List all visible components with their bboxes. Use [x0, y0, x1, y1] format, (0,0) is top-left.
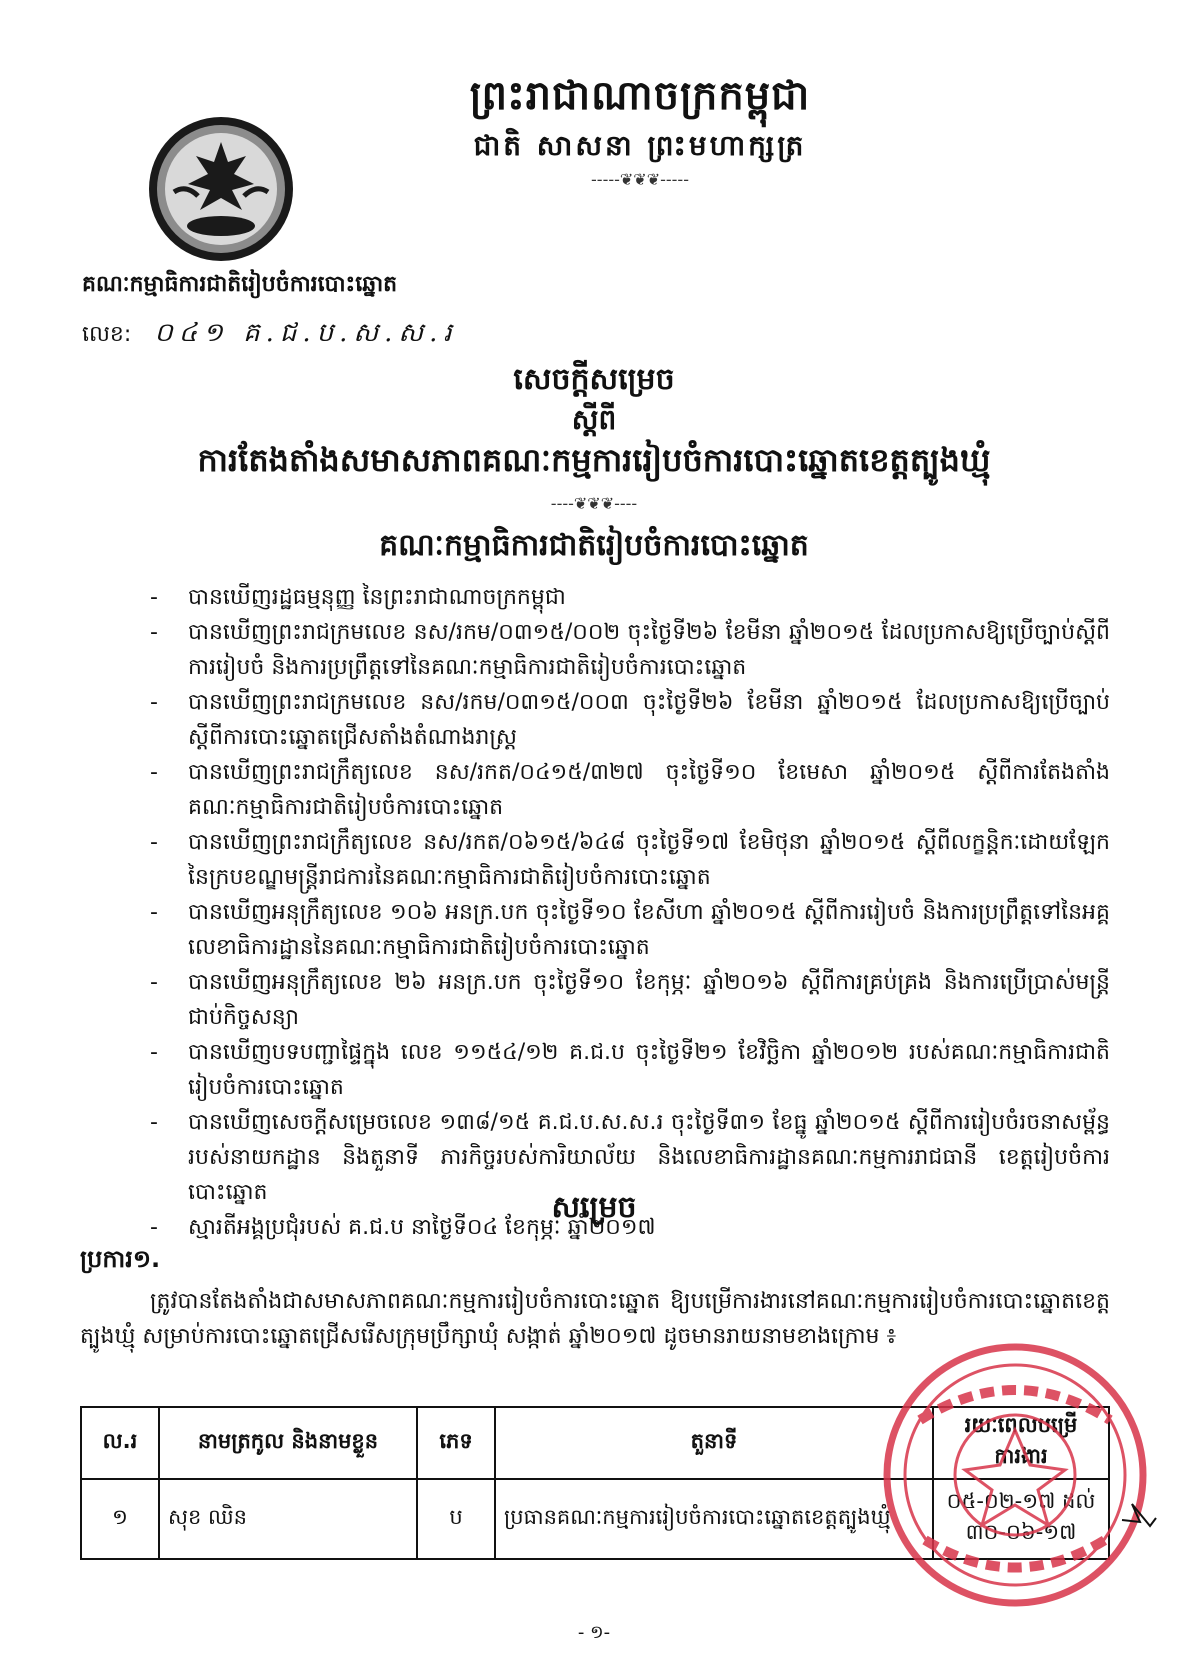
col-role: តួនាទី — [495, 1407, 933, 1479]
col-name: នាមត្រកូល និងនាមខ្លួន — [159, 1407, 417, 1479]
decision-about: ស្ដីពី — [571, 403, 617, 436]
issuer-name: គណៈកម្មាធិការជាតិរៀបចំការបោះឆ្នោត — [82, 272, 398, 297]
cell-name: សុខ ឈិន — [159, 1479, 417, 1559]
recital-item: - បានឃើញព្រះរាជក្រមលេខ នស/រកម/០៣១៥/០០២ ចុះថ្ងៃទី២៦ ខែមីនា ឆ្នាំ២០១៥ ដែលប្រកាសឱ្យប្រើច្បាប់ស្ដីពីការរៀបចំ និងការប្រព្រឹត្តទៅនៃគណៈកម្មាធិការជាតិរៀបចំការបោះឆ្នោត — [150, 615, 1110, 685]
recitals-list — [150, 580, 1110, 1245]
cell-sex: ប — [417, 1479, 495, 1559]
col-sex: ភេទ — [417, 1407, 495, 1479]
col-no: ល.រ — [81, 1407, 159, 1479]
recital-item: - បានឃើញព្រះរាជក្រឹត្យលេខ នស/រកត/០៦១៥/៦៤៨ ចុះថ្ងៃទី១៧ ខែមិថុនា ឆ្នាំ២០១៥ ស្ដីពីលក្ខន្តិកៈដោយឡែកនៃក្របខណ្ឌមន្ត្រីរាជការនៃគណៈកម្មាធិការជាតិរៀបចំការបោះឆ្នោត — [150, 825, 1110, 895]
recital-item: - បានឃើញអនុក្រឹត្យលេខ ១០៦ អនក្រ.បក ចុះថ្ងៃទី១០ ខែសីហា ឆ្នាំ២០១៥ ស្ដីពីការរៀបចំ និងការប្រព្រឹត្តទៅនៃអគ្គលេខាធិការដ្ឋាននៃគណៈកម្មាធិការជាតិរៀបចំការបោះឆ្នោត — [150, 895, 1110, 965]
recital-item: - បានឃើញរដ្ឋធម្មនុញ្ញ នៃព្រះរាជាណាចក្រកម្ពុជា — [150, 580, 1110, 615]
recital-item: - បានឃើញអនុក្រឹត្យលេខ ២៦ អនក្រ.បក ចុះថ្ងៃទី១០ ខែកុម្ភៈ ឆ្នាំ២០១៦ ស្ដីពីការគ្រប់គ្រង និងការប្រើប្រាស់មន្ត្រីជាប់កិច្ចសន្យា — [150, 965, 1110, 1035]
reference-number-label: លេខ: — [82, 322, 132, 347]
nec-emblem-icon — [146, 114, 296, 264]
col-period: រយៈពេលបម្រើការងារ — [933, 1407, 1109, 1479]
cell-no: ១ — [81, 1479, 159, 1559]
ornament-divider: -----❦❦❦----- — [591, 170, 689, 189]
national-motto: ជាតិ សាសនា ព្រះមហាក្សត្រ — [473, 129, 807, 162]
kingdom-heading: ព្រះរាជាណាចក្រកម្ពុជា — [469, 73, 811, 119]
ruling-heading: សម្រេច — [551, 1190, 637, 1225]
decision-authority: គណៈកម្មាធិការជាតិរៀបចំការបោះឆ្នោត — [379, 528, 809, 563]
cell-period: ០៥-០២-១៧ ដល់ ៣០-០៦-១៧ — [933, 1479, 1109, 1559]
decision-title: សេចក្ដីសម្រេច — [513, 362, 675, 397]
reference-number-value: ០៤១ គ.ជ.ប.ស.ស.រ — [154, 318, 458, 348]
page-number: - ១- — [577, 1622, 611, 1643]
reference-number — [82, 316, 458, 354]
recital-item: - បានឃើញបទបញ្ជាផ្ទៃក្នុង លេខ ១១៥៤/១២ គ.ជ.ប ចុះថ្ងៃទី២១ ខែវិច្ឆិកា ឆ្នាំ២០១២ របស់គណៈកម្មាធិការជាតិរៀបចំការបោះឆ្នោត — [150, 1035, 1110, 1105]
decision-subject: ការតែងតាំងសមាសភាពគណៈកម្មការរៀបចំការបោះឆ្នោតខេត្តត្បូងឃ្មុំ — [197, 441, 991, 479]
recital-item: - បានឃើញព្រះរាជក្រមលេខ នស/រកម/០៣១៥/០០៣ ចុះថ្ងៃទី២៦ ខែមីនា ឆ្នាំ២០១៥ ដែលប្រកាសឱ្យប្រើច្បាប់ស្ដីពីការបោះឆ្នោតជ្រើសតាំងតំណាងរាស្ដ្រ — [150, 685, 1110, 755]
cell-role: ប្រធានគណៈកម្មការរៀបចំការបោះឆ្នោតខេត្តត្បូងឃ្មុំ — [495, 1479, 933, 1559]
ornament-divider-2: ----❦❦❦---- — [550, 494, 638, 513]
article-label: ប្រការ១. — [80, 1245, 161, 1273]
official-stamp-icon — [880, 1340, 1150, 1610]
recital-item: - បានឃើញព្រះរាជក្រឹត្យលេខ នស/រកត/០៤១៥/៣២៧ ចុះថ្ងៃទី១០ ខែមេសា ឆ្នាំ២០១៥ ស្ដីពីការតែងតាំងគណៈកម្មាធិការជាតិរៀបចំការបោះឆ្នោត — [150, 755, 1110, 825]
recital-item: - បានឃើញសេចក្ដីសម្រេចលេខ ១៣៨/១៥ គ.ជ.ប.ស.ស.រ ចុះថ្ងៃទី៣១ ខែធ្នូ ឆ្នាំ២០១៥ ស្ដីពីការរៀបចំរចនាសម្ព័ន្ធរបស់នាយកដ្ឋាន និងតួនាទី ភារកិច្ចរបស់ការិយាល័យ និងលេខាធិការដ្ឋានគណៈកម្មការរាជធានី ខេត្តរៀបចំការបោះឆ្នោត — [150, 1105, 1110, 1210]
signature-mark-icon — [1120, 1500, 1160, 1530]
article-text: ត្រូវបានតែងតាំងជាសមាសភាពគណៈកម្មការរៀបចំការបោះឆ្នោត ឱ្យបម្រើការងារនៅគណៈកម្មការរៀបចំការបោះឆ្នោតខេត្តត្បូងឃ្មុំ សម្រាប់ការបោះឆ្នោតជ្រើសរើសក្រុមប្រឹក្សាឃុំ សង្កាត់ ឆ្នាំ២០១៧ ដូចមានរាយនាមខាងក្រោម ៖ — [80, 1289, 1110, 1349]
recital-item: - ស្មារតីអង្គប្រជុំរបស់ គ.ជ.ប នាថ្ងៃទី០៤ ខែកុម្ភៈ ឆ្នាំ២០១៧ — [150, 1210, 1110, 1245]
